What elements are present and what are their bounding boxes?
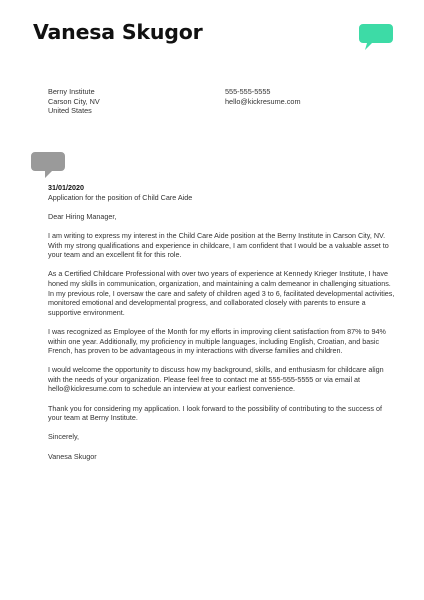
letter-paragraph: I am writing to express my interest in the Child Care Aide position at the Berny Institute in Carson City, NV. With my strong qualifications and experience in childcare, I am confident that I would be a valuable asset to your team and an excellent fit for this role. xyxy=(48,230,389,260)
recipient-line: Berny Institute xyxy=(48,87,95,96)
letter-closing: Sincerely, xyxy=(48,432,80,442)
speech-bubble-icon xyxy=(359,24,393,50)
letter-paragraph: Thank you for considering my application. I look forward to the possibility of contributing to the success of your team at Berny Institute. xyxy=(48,403,382,423)
letter-paragraph: I was recognized as Employee of the Month for my efforts in improving client satisfaction from 87% to 94% within one year. Additionally, my proficiency in multiple languages, including English, Croatian, and basic French, has proven to be advantageous in my interactions with diverse families and children. xyxy=(48,326,386,356)
letter-body xyxy=(48,183,396,461)
recipient-line: United States xyxy=(48,106,92,116)
letter-paragraph: As a Certified Childcare Professional with over two years of experience at Kennedy Krieger Institute, I have honed my skills in communication, organization, and maintaining a calm demeanor in challenging situations. In my previous role, I oversaw the care and safety of children aged 3 to 6, facilitated developmental activities, monitored emotional and developmental progress, and collaborated closely with parents to ensure a supportive environment. xyxy=(48,269,395,317)
recipient-line: Carson City, NV xyxy=(48,96,100,106)
letter-subject: Application for the position of Child Care Aide xyxy=(48,192,193,202)
contact-email: hello@kickresume.com xyxy=(225,96,301,106)
contact-phone: 555-555-5555 xyxy=(225,87,271,96)
speech-bubble-icon xyxy=(31,152,65,178)
letter-greeting: Dear Hiring Manager, xyxy=(48,211,117,221)
letter-signature: Vanesa Skugor xyxy=(48,451,97,461)
applicant-name: Vanesa Skugor xyxy=(33,20,203,44)
letter-paragraph: I would welcome the opportunity to discuss how my background, skills, and enthusiasm for childcare align with the needs of your organization. Please feel free to contact me at 555-555-5555 or via email at hello@kickresume.com to schedule an interview at your earliest convenience. xyxy=(48,365,384,394)
contact-info xyxy=(225,87,301,106)
recipient-address xyxy=(48,87,100,116)
letter-date: 31/01/2020 xyxy=(48,183,84,192)
